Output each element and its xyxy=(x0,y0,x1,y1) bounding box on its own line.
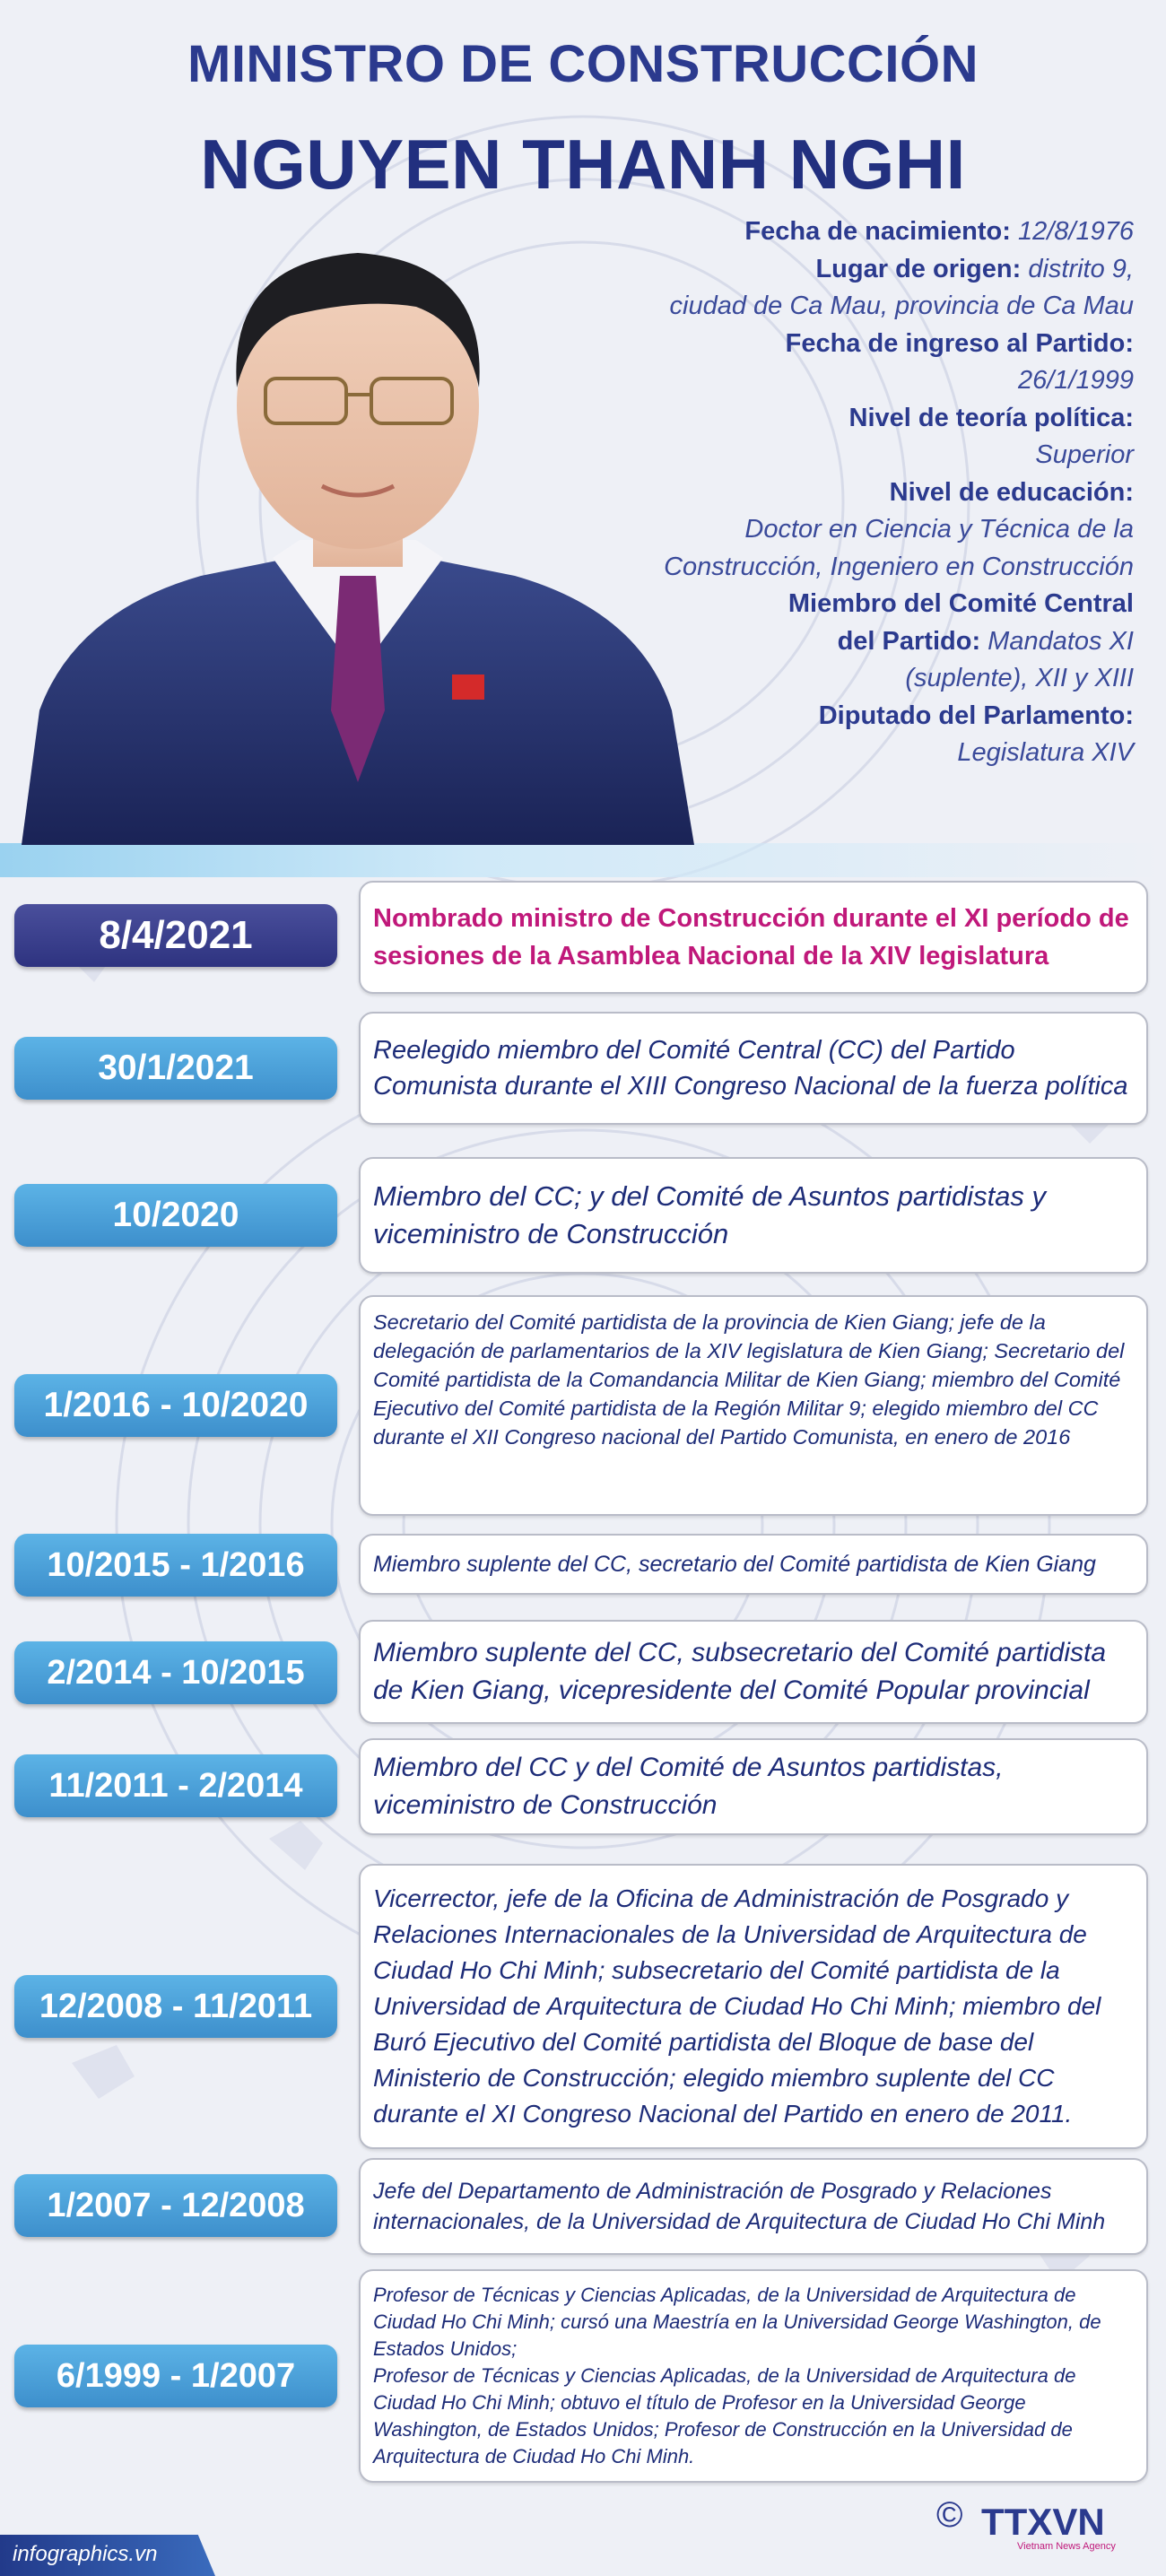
footer-site: infographics.vn xyxy=(13,2542,158,2566)
section-divider xyxy=(0,843,1166,877)
profile-line xyxy=(560,400,1134,438)
profile-line xyxy=(560,511,1134,549)
timeline-date: 30/1/2021 xyxy=(14,1037,337,1100)
profile-label: Fecha de nacimiento: xyxy=(744,217,1011,246)
timeline-text: Miembro del CC y del Comité de Asuntos partidistas, viceministro de Construcción xyxy=(359,1738,1148,1835)
profile-value: Superior xyxy=(1035,440,1134,469)
profile-value: Construcción, Ingeniero en Construcción xyxy=(664,552,1134,581)
profile-line xyxy=(560,586,1134,623)
profile-value: Mandatos XI xyxy=(988,626,1134,656)
timeline-date: 1/2016 - 10/2020 xyxy=(14,1374,337,1437)
profile-line xyxy=(560,362,1134,400)
profile-label: Miembro del Comité Central xyxy=(787,589,1134,618)
profile-value: distrito 9, xyxy=(1028,254,1134,283)
timeline-date: 8/4/2021 xyxy=(14,904,337,967)
profile-label: Lugar de origen: xyxy=(815,254,1022,283)
timeline-date: 10/2015 - 1/2016 xyxy=(14,1534,337,1597)
profile-line xyxy=(560,326,1134,363)
timeline-date: 12/2008 - 11/2011 xyxy=(14,1975,337,2038)
timeline-text: Miembro del CC; y del Comité de Asuntos partidistas y viceministro de Construcción xyxy=(359,1157,1148,1274)
profile-line xyxy=(560,698,1134,735)
timeline-text: Jefe del Departamento de Administración de Posgrado y Relaciones internacionales, de la Universidad de Arquitectura de Ciudad Ho Chi Minh xyxy=(359,2158,1148,2255)
page-title-line1: MINISTRO DE CONSTRUCCIÓN xyxy=(187,35,979,93)
profile-line xyxy=(560,251,1134,289)
profile-value: Doctor en Ciencia y Técnica de la xyxy=(744,515,1134,544)
timeline-date: 2/2014 - 10/2015 xyxy=(14,1641,337,1704)
profile-label: Nivel de teoría política: xyxy=(848,403,1134,432)
profile-label: del Partido: xyxy=(837,626,981,656)
profile-value: 26/1/1999 xyxy=(1017,366,1134,395)
profile-label: Nivel de educación: xyxy=(889,477,1134,507)
profile-label: Fecha de ingreso al Partido: xyxy=(785,328,1134,358)
timeline-text: Secretario del Comité partidista de la provincia de Kien Giang; jefe de la delegación de parlamentarios de la XIV legislatura de Kien Giang; Secretario del Comité partidista de la Comandancia Militar de Kien Giang; miembro del Comité Ejecutivo del Comité partidista de la Región Militar 9; elegido miembro del CC durante el XII Congreso nacional del Partido Comunista, en enero de 2016 xyxy=(359,1295,1148,1516)
profile-line xyxy=(560,549,1134,587)
ttxvn-logo xyxy=(981,2499,1139,2554)
profile-line xyxy=(560,213,1134,251)
profile-line xyxy=(560,660,1134,698)
timeline-text: Reelegido miembro del Comité Central (CC) del Partido Comunista durante el XIII Congreso Nacional de la fuerza política xyxy=(359,1012,1148,1125)
copyright-symbol: © xyxy=(936,2495,963,2535)
logo-subtext: Vietnam News Agency xyxy=(1017,2541,1116,2552)
timeline-text: Miembro suplente del CC, secretario del Comité partidista de Kien Giang xyxy=(359,1534,1148,1595)
page-title-line2: NGUYEN THANH NGHI xyxy=(200,125,966,204)
timeline-text: Miembro suplente del CC, subsecretario del Comité partidista de Kien Giang, vicepresidente del Comité Popular provincial xyxy=(359,1620,1148,1724)
profile-info xyxy=(560,213,1134,772)
profile-line xyxy=(560,623,1134,661)
profile-label: Diputado del Parlamento: xyxy=(818,701,1134,730)
profile-value: Legislatura XIV xyxy=(957,738,1134,767)
timeline-text: Vicerrector, jefe de la Oficina de Administración de Posgrado y Relaciones Internacionales de la Universidad de Arquitectura de Ciudad Ho Chi Minh; subsecretario del Comité partidista de la Universidad de Arquitectura de Ciudad Ho Chi Minh; miembro del Buró Ejecutivo del Comité partidista del Bloque de base del Ministerio de Construcción; elegido miembro suplente del CC durante el XI Congreso Nacional del Partido en enero de 2011. xyxy=(359,1864,1148,2149)
profile-value: (suplente), XII y XIII xyxy=(905,664,1134,692)
timeline-text: Nombrado ministro de Construcción durante el XI período de sesiones de la Asamblea Nacional de la XIV legislatura xyxy=(359,881,1148,994)
timeline-date: 10/2020 xyxy=(14,1184,337,1247)
timeline-date: 6/1999 - 1/2007 xyxy=(14,2345,337,2407)
timeline-text: Profesor de Técnicas y Ciencias Aplicadas, de la Universidad de Arquitectura de Ciudad Ho Chi Minh; cursó una Maestría en la Universidad George Washington, de Estados Unidos; Profesor de Técnicas y Ciencias Aplicadas, de la Universidad de Arquitectura de Ciudad Ho Chi Minh; obtuvo el título de Profesor en la Universidad George Washington, de Estados Unidos; Profesor de Construcción en la Universidad de Arquitectura de Ciudad Ho Chi Minh. xyxy=(359,2269,1148,2483)
logo-text: TTXVN xyxy=(981,2501,1105,2543)
profile-line xyxy=(560,474,1134,512)
profile-line xyxy=(560,437,1134,474)
profile-value: ciudad de Ca Mau, provincia de Ca Mau xyxy=(669,292,1134,320)
profile-value: 12/8/1976 xyxy=(1017,217,1134,246)
timeline-date: 1/2007 - 12/2008 xyxy=(14,2174,337,2237)
timeline-date: 11/2011 - 2/2014 xyxy=(14,1754,337,1817)
profile-line xyxy=(560,735,1134,772)
profile-line xyxy=(560,288,1134,326)
